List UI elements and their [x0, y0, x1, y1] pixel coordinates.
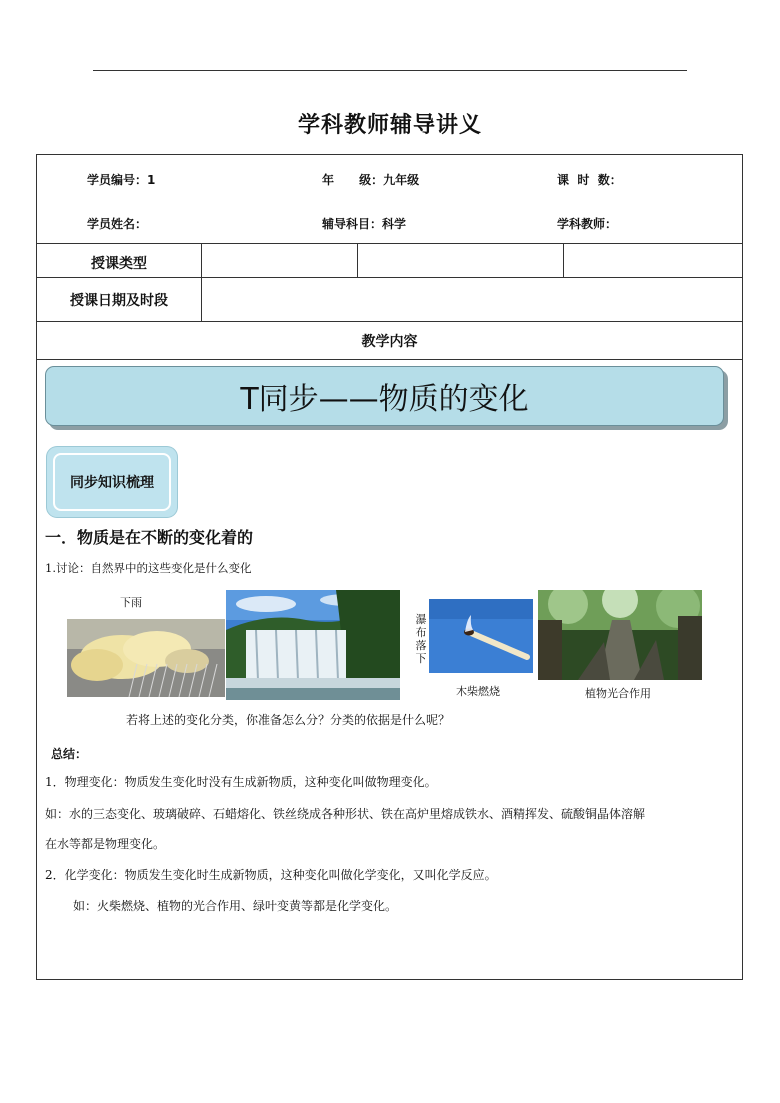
tree-image — [538, 590, 702, 680]
rain-caption: 下雨 — [120, 596, 142, 609]
row-divider — [37, 359, 742, 360]
match-image — [429, 599, 533, 673]
topic-banner — [45, 366, 724, 426]
teacher: 学科教师： — [557, 217, 618, 231]
grade: 年 级：九年级 — [322, 173, 420, 187]
section-badge-label: 同步知识梳理 — [70, 475, 154, 491]
physical-change-definition: 1．物理变化：物质发生变化时没有生成新物质，这种变化叫做物理变化。 — [45, 775, 437, 789]
row-divider — [37, 277, 742, 278]
section-badge — [47, 447, 177, 517]
header-rule — [93, 70, 687, 71]
content-header: 教学内容 — [361, 334, 418, 350]
student-name: 学员姓名： — [87, 217, 148, 231]
tree-caption: 植物光合作用 — [585, 687, 651, 700]
student-id: 学员编号：1 — [87, 173, 156, 187]
waterfall-caption: 瀑布落下 — [415, 613, 427, 665]
physical-change-examples-cont: 在水等都是物理变化。 — [45, 837, 166, 851]
section-heading: 一．物质是在不断的变化着的 — [45, 528, 254, 547]
col-divider — [201, 243, 202, 321]
lesson-hours: 课 时 数： — [557, 173, 622, 187]
chemical-change-definition: 2．化学变化：物质发生变化时生成新物质，这种变化叫做化学变化，又叫化学反应。 — [45, 868, 497, 882]
match-caption: 木柴燃烧 — [456, 685, 500, 698]
lesson-table — [36, 154, 743, 980]
summary-label: 总结： — [51, 747, 88, 761]
waterfall-image — [226, 590, 400, 700]
page-title: 学科教师辅导讲义 — [297, 113, 482, 138]
discussion-prompt: 1.讨论：自然界中的这些变化是什么变化 — [45, 561, 252, 575]
row-divider — [37, 321, 742, 322]
col-divider — [563, 243, 564, 277]
row-divider — [37, 243, 742, 244]
rain-image — [67, 619, 225, 697]
chemical-change-examples: 如：火柴燃烧、植物的光合作用、绿叶变黄等都是化学变化。 — [73, 899, 398, 913]
topic-title: T同步——物质的变化 — [240, 382, 529, 417]
col-divider — [357, 243, 358, 277]
classification-question: 若将上述的变化分类，你准备怎么分？分类的依据是什么呢？ — [126, 713, 451, 727]
physical-change-examples: 如：水的三态变化、玻璃破碎、石蜡熔化、铁丝绕成各种形状、铁在高炉里熔成铁水、酒精挥发、硫酸铜晶体溶解 — [45, 807, 646, 821]
subject: 辅导科目：科学 — [322, 217, 407, 231]
lesson-date-label: 授课日期及时段 — [70, 293, 168, 309]
lesson-type-label: 授课类型 — [91, 256, 147, 272]
